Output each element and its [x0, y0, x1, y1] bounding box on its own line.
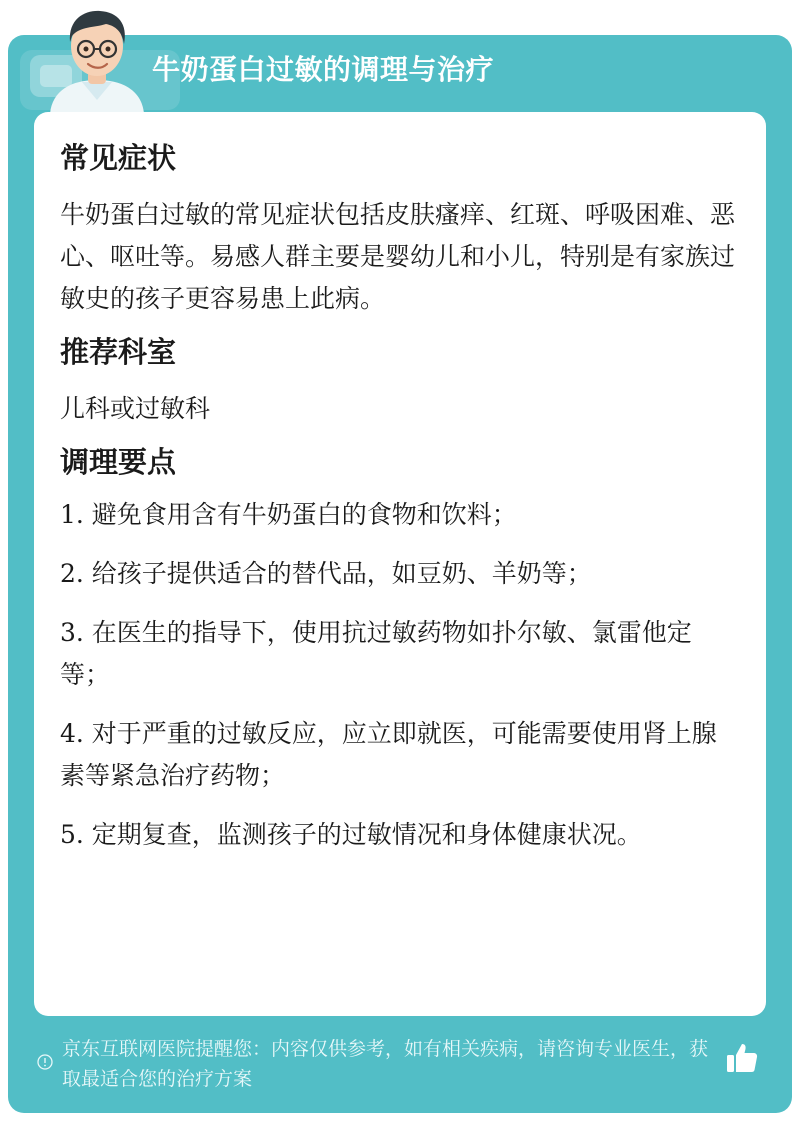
symptoms-text: 牛奶蛋白过敏的常见症状包括皮肤瘙痒、红斑、呼吸困难、恶心、呕吐等。易感人群主要是婴幼儿和小儿，特别是有家族过敏史的孩子更容易患上此病。 — [60, 200, 736, 313]
info-circle-icon — [37, 1054, 53, 1070]
disclaimer-text: 京东互联网医院提醒您：内容仅供参考，如有相关疾病，请咨询专业医生，获取最适合您的治疗方案 — [62, 1038, 709, 1090]
department-text: 儿科或过敏科 — [60, 394, 211, 423]
department-heading: 推荐科室 — [60, 335, 177, 369]
list-item: 5. 定期复查，监测孩子的过敏情况和身体健康状况。 — [60, 820, 642, 849]
thumbs-up-icon[interactable] — [724, 1040, 760, 1076]
doctor-avatar — [42, 2, 152, 114]
care-heading: 调理要点 — [60, 445, 177, 479]
article-content — [60, 130, 740, 873]
list-item: 4. 对于严重的过敏反应，应立即就医，可能需要使用肾上腺素等紧急治疗药物； — [60, 719, 717, 790]
care-list — [60, 494, 740, 856]
symptoms-heading: 常见症状 — [60, 141, 177, 175]
list-item: 1. 避免食用含有牛奶蛋白的食物和饮料； — [60, 500, 517, 529]
list-item: 2. 给孩子提供适合的替代品，如豆奶、羊奶等； — [60, 559, 592, 588]
page-title: 牛奶蛋白过敏的调理与治疗 — [152, 53, 495, 86]
list-item: 3. 在医生的指导下，使用抗过敏药物如扑尔敏、氯雷他定等； — [60, 618, 692, 689]
